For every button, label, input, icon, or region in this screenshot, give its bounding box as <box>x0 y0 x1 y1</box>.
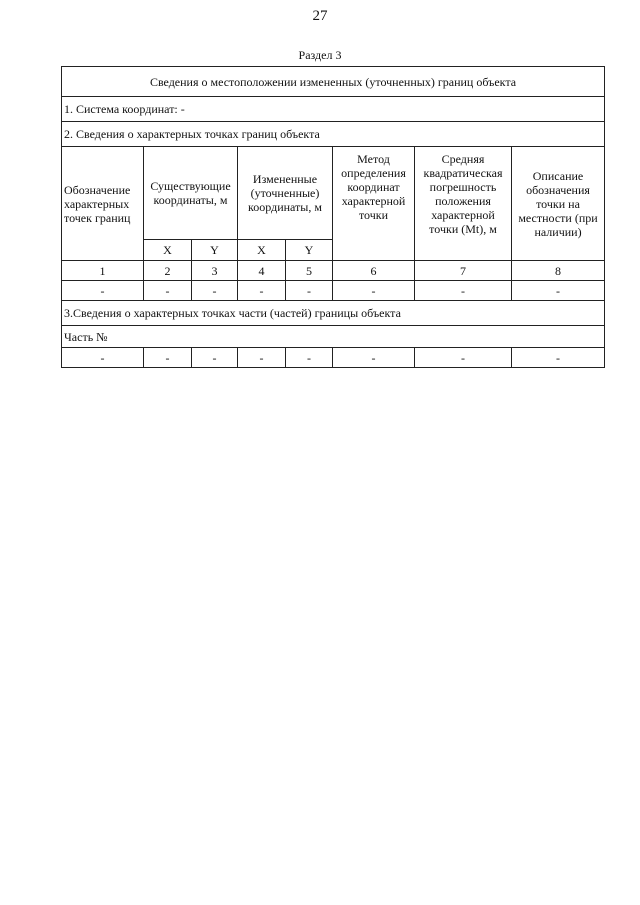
table-cell: - <box>286 348 333 368</box>
table-cell: - <box>144 281 192 301</box>
table-cell: - <box>415 348 512 368</box>
table-cell: - <box>192 281 238 301</box>
column-number: 3 <box>192 261 238 281</box>
part-points-heading: 3.Сведения о характерных точках части (частей) границы объекта <box>62 301 605 326</box>
table-cell: - <box>415 281 512 301</box>
header-existing-x: X <box>144 240 192 261</box>
header-changed-coords: Измененные (уточненные) координаты, м <box>238 147 333 240</box>
table-cell: - <box>238 281 286 301</box>
header-description: Описание обозначения точки на местности (при наличии) <box>512 147 605 261</box>
table-cell: - <box>333 348 415 368</box>
table-cell: - <box>512 348 605 368</box>
boundary-points-heading: 2. Сведения о характерных точках границ объекта <box>62 122 605 147</box>
boundary-table <box>61 66 605 368</box>
header-changed-x: X <box>238 240 286 261</box>
table-cell: - <box>286 281 333 301</box>
header-method: Метод определения координат характерной точки <box>333 147 415 261</box>
column-number: 2 <box>144 261 192 281</box>
column-number: 4 <box>238 261 286 281</box>
table-title: Сведения о местоположении измененных (уточненных) границ объекта <box>62 67 605 97</box>
section-label: Раздел 3 <box>298 48 342 62</box>
table-cell: - <box>192 348 238 368</box>
table-cell: - <box>62 281 144 301</box>
table-row <box>62 281 605 301</box>
header-changed-y: Y <box>286 240 333 261</box>
header-accuracy: Средняя квадратическая погрешность положения характерной точки (Mt), м <box>415 147 512 261</box>
header-existing-y: Y <box>192 240 238 261</box>
table-cell: - <box>333 281 415 301</box>
table-row <box>62 348 605 368</box>
column-number-row <box>62 261 605 281</box>
part-label: Часть № <box>62 326 605 348</box>
column-number: 5 <box>286 261 333 281</box>
column-number: 6 <box>333 261 415 281</box>
header-designation: Обозначение характерных точек границ <box>62 147 144 261</box>
table-cell: - <box>144 348 192 368</box>
table-cell: - <box>238 348 286 368</box>
table-cell: - <box>512 281 605 301</box>
column-number: 8 <box>512 261 605 281</box>
coordinate-system: 1. Система координат: - <box>62 97 605 122</box>
column-number: 7 <box>415 261 512 281</box>
page-number: 27 <box>312 8 328 24</box>
table-cell: - <box>62 348 144 368</box>
header-existing-coords: Существующие координаты, м <box>144 147 238 240</box>
column-number: 1 <box>62 261 144 281</box>
